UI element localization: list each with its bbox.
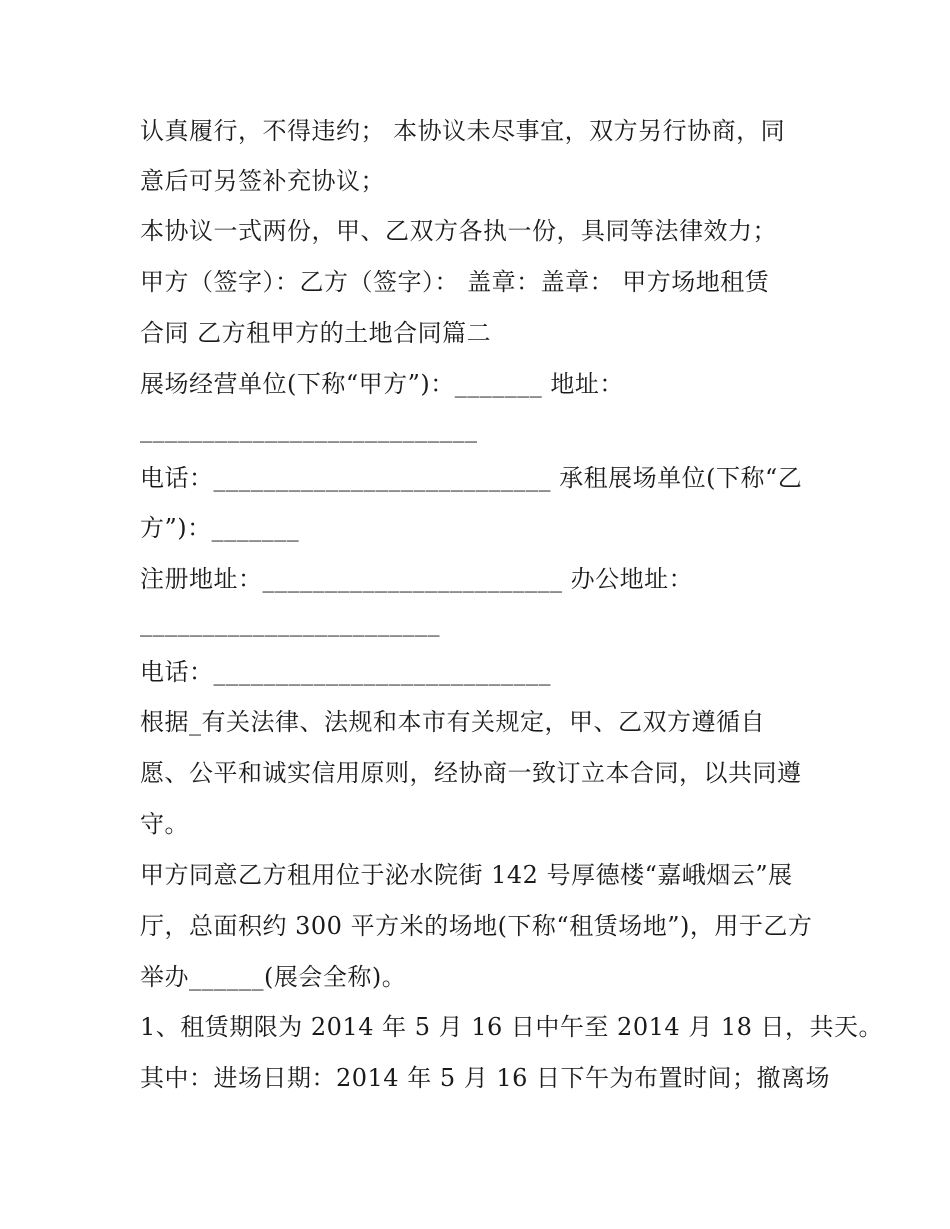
- text-line-9: 方”)：_______: [140, 514, 300, 542]
- text-line-19: 1、租赁期限为 2014 年 5 月 16 日中午至 2014 月 18 日，共天。: [140, 1013, 884, 1041]
- text-line-17: 厅，总面积约 300 平方米的场地(下称“租赁场地”)，用于乙方: [140, 912, 813, 940]
- text-line-20: 其中：进场日期：2014 年 5 月 16 日下午为布置时间；撤离场: [140, 1064, 831, 1092]
- text-line-12: 电话：___________________________: [140, 658, 551, 686]
- text-line-13: 根据_有关法律、法规和本市有关规定，甲、乙双方遵循自: [140, 708, 765, 736]
- text-line-3: 本协议一式两份，甲、乙双方各执一份，具同等法律效力；: [140, 217, 777, 245]
- text-line-14: 愿、公平和诚实信用原则，经协商一致订立本合同，以共同遵: [140, 759, 802, 787]
- text-line-16: 甲方同意乙方租用位于泌水院街 142 号厚德楼“嘉峨烟云”展: [140, 861, 793, 889]
- text-line-15: 守。: [140, 810, 189, 838]
- text-line-4: 甲方（签字）：乙方（签字）： 盖章：盖章： 甲方场地租赁: [140, 268, 770, 296]
- text-line-5: 合同 乙方租甲方的土地合同篇二: [140, 319, 492, 347]
- text-line-18: 举办______(展会全称)。: [140, 963, 407, 991]
- text-line-1: 认真履行，不得违约； 本协议未尽事宜，双方另行协商，同: [140, 117, 786, 145]
- text-line-6: 展场经营单位(下称“甲方”)：_______ 地址：: [140, 370, 624, 398]
- text-line-2: 意后可另签补充协议；: [140, 167, 385, 195]
- text-line-8: 电话：___________________________ 承租展场单位(下称“乙: [140, 464, 803, 492]
- text-line-10: 注册地址：________________________ 办公地址：: [140, 565, 694, 593]
- text-line-11: ________________________: [140, 609, 440, 637]
- text-line-7: ___________________________: [140, 415, 478, 443]
